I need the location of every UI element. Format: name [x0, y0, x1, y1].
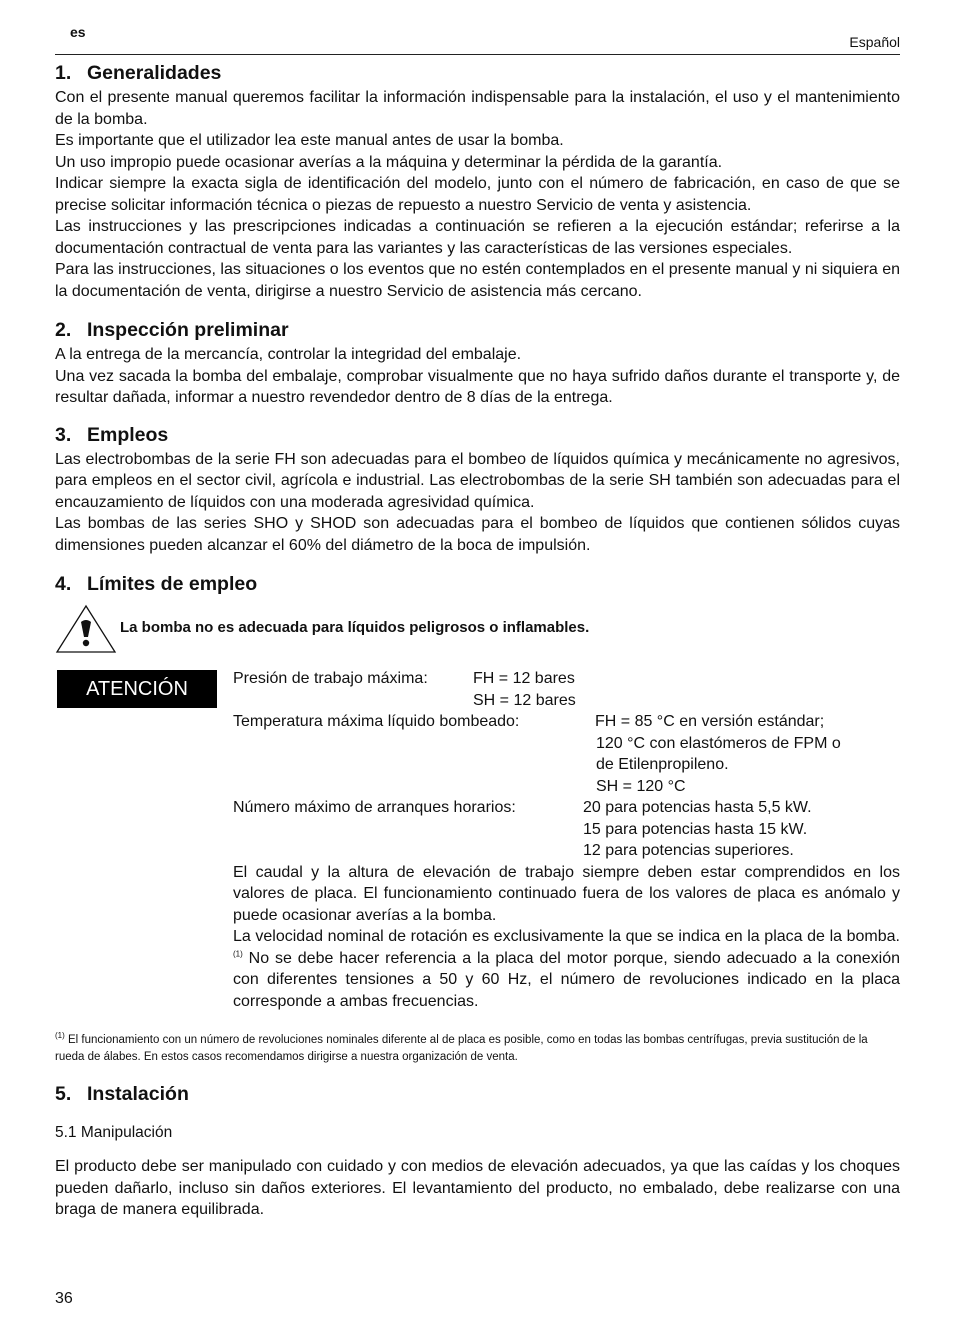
section-body-empleos	[55, 449, 900, 557]
paragraph: El producto debe ser manipulado con cuidado y con medios de elevación adecuados, ya que las caídas y los choques pueden dañarlo, incluso sin daños exteriores. El levantamiento del producto, no embalado, debe realizarse con una braga de manera equilibrada.	[55, 1158, 900, 1218]
spec-starts-3: 12 para potencias superiores.	[583, 842, 794, 859]
language-label: Español	[849, 34, 900, 50]
warning-triangle-icon	[55, 604, 117, 654]
warning-row	[55, 604, 900, 660]
paragraph: Con el presente manual queremos facilitar la información indispensable para la instalación, el uso y el mantenimiento de la bomba.	[55, 89, 900, 128]
spec-pressure-2: SH = 12 bares	[473, 691, 576, 709]
warning-text: La bomba no es adecuada para líquidos peligrosos o inflamables.	[120, 619, 590, 636]
subsection-heading-manipulacion: 5.1 Manipulación	[55, 1124, 173, 1141]
page-number: 36	[55, 1290, 73, 1307]
spec-temperature: Temperatura máxima líquido bombeado: FH = 85 °C en versión estándar;	[233, 713, 825, 730]
header-rule	[55, 54, 900, 55]
spec-pressure: Presión de trabajo máxima: FH = 12 bares	[233, 670, 575, 687]
paragraph: Es importante que el utilizador lea este manual antes de usar la bomba.	[55, 132, 564, 149]
paragraph: A la entrega de la mercancía, controlar la integridad del embalaje.	[55, 346, 522, 363]
attention-label: ATENCIÓN	[57, 670, 217, 708]
spec-temperature-4: SH = 120 °C	[596, 777, 686, 795]
footnote-ref: (1)	[233, 949, 243, 959]
paragraph: Las electrobombas de la serie FH son adecuadas para el bombeo de líquidos química y mecánicamente no agresivos, para empleos en el sector civil, agrícola e industrial. Las electrobombas de la serie SH también son adecuadas para el encauzamiento de líquidos con una moderada agresividad química.	[55, 450, 900, 511]
spec-temperature-3: de Etilenpropileno.	[596, 756, 729, 773]
paragraph: Una vez sacada la bomba del embalaje, comprobar visualmente que no haya sufrido daños durante el transporte y, de resultar dañada, informar a nuestro revendedor dentro de 8 días de la entrega.	[55, 367, 900, 406]
section-heading-instalacion: 5. Instalación	[55, 1083, 189, 1105]
section-heading-empleos: 3. Empleos	[55, 423, 169, 446]
spec-starts: Número máximo de arranques horarios: 20 para potencias hasta 5,5 kW.	[233, 799, 812, 816]
language-code: es	[70, 24, 86, 40]
spec-temperature-2: 120 °C con elastómeros de FPM o	[596, 734, 841, 752]
paragraph: Las bombas de las series SHO y SHOD son adecuadas para el bombeo de líquidos que contienen sólidos cuyas dimensiones pueden alcanzar el 60% del diámetro de la boca de impulsión.	[55, 515, 900, 554]
section-heading-limites: 4. Límites de empleo	[55, 573, 258, 595]
paragraph-flow: El caudal y la altura de elevación de trabajo siempre deben estar comprendidos en los valores de placa. El funcionamiento continuado fuera de los valores de placa es anómalo y puede ocasionar averías a la bomba.	[233, 863, 900, 924]
spec-starts-2: 15 para potencias hasta 15 kW.	[583, 820, 808, 838]
page-content	[55, 58, 900, 1221]
attention-body	[233, 668, 900, 1012]
section-body-generalidades	[55, 87, 900, 302]
paragraph-speed: La velocidad nominal de rotación es exclusivamente la que se indica en la placa de la bomba.$^{(1)}$ No se debe hacer referencia a la placa del motor porque, siendo adecuado a la conexión con diferentes tensiones a 50 y 60 Hz, el número de revoluciones indicado en la placa corresponde a ambas frecuencias.	[233, 928, 900, 1010]
section-heading-generalidades: 1. Generalidades	[55, 62, 222, 84]
section-heading-inspeccion: 2. Inspección preliminar	[55, 319, 289, 341]
paragraph: Un uso impropio puede ocasionar averías a la máquina y determinar la pérdida de la garantía.	[55, 153, 723, 171]
section-body-inspeccion	[55, 344, 900, 409]
paragraph: Las instrucciones y las prescripciones indicadas a continuación se refieren a la ejecución estándar; referirse a la documentación contractual de venta para las variantes y las características de las versiones especiales.	[55, 218, 900, 257]
paragraph: Para las instrucciones, las situaciones o los eventos que no estén contemplados en el presente manual y ni siquiera en la documentación de venta, dirigirse a nuestro Servicio de asistencia más cercano.	[55, 261, 900, 300]
paragraph: Indicar siempre la exacta sigla de identificación del modelo, junto con el número de fabricación, en caso de que se precise solicitar información técnica o piezas de repuesto a nuestro Servicio de venta y asistencia.	[55, 175, 900, 214]
footnote: $^{(1)}$ El funcionamiento con un número de revoluciones nominales diferente al de placa es posible, como en todas las bombas centrífugas, previa sustitución de la rueda de álabes. En estos casos recomendamos dirigirse a nuestra organización de venta.	[55, 1031, 868, 1063]
attention-block	[55, 668, 900, 1012]
